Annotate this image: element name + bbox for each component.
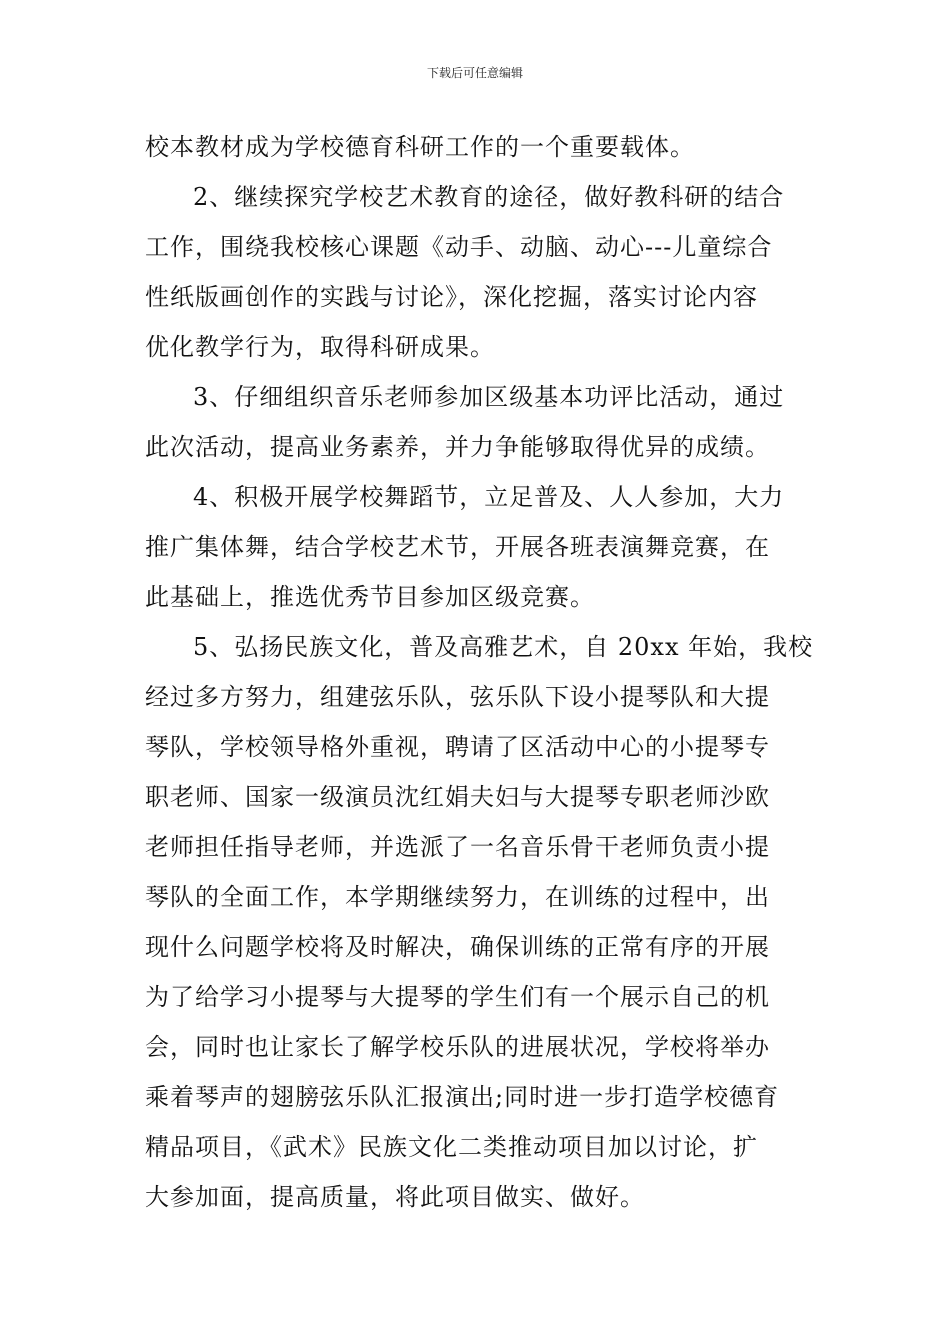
text-line: 大参加面，提高质量，将此项目做实、做好。 <box>145 1183 645 1211</box>
document-body <box>145 122 814 1222</box>
text-line: 此次活动，提高业务素养，并力争能够取得优异的成绩。 <box>145 433 770 461</box>
text-line: 校本教材成为学校德育科研工作的一个重要载体。 <box>145 133 695 161</box>
text-line: 会，同时也让家长了解学校乐队的进展状况，学校将举办 <box>145 1033 770 1061</box>
text-line: 琴队的全面工作，本学期继续努力，在训练的过程中，出 <box>145 883 770 911</box>
text-line: 现什么问题学校将及时解决，确保训练的正常有序的开展 <box>145 933 770 961</box>
page-header: 下载后可任意编辑 <box>426 66 523 80</box>
text-line: 为了给学习小提琴与大提琴的学生们有一个展示自己的机 <box>145 983 770 1011</box>
text-line: 4、积极开展学校舞蹈节，立足普及、人人参加，大力 <box>193 483 785 511</box>
text-line: 精品项目，《武术》民族文化二类推动项目加以讨论，扩 <box>145 1133 758 1161</box>
text-line: 性纸版画创作的实践与讨论》，深化挖掘，落实讨论内容 <box>145 283 758 311</box>
text-line: 2、继续探究学校艺术教育的途径，做好教科研的结合 <box>193 183 785 211</box>
text-line: 此基础上，推选优秀节目参加区级竞赛。 <box>145 583 595 611</box>
text-line: 推广集体舞，结合学校艺术节，开展各班表演舞竞赛，在 <box>145 533 770 561</box>
text-line: 3、仔细组织音乐老师参加区级基本功评比活动，通过 <box>193 383 785 411</box>
text-line: 经过多方努力，组建弦乐队，弦乐队下设小提琴队和大提 <box>145 683 770 711</box>
text-line: 工作，围绕我校核心课题《动手、动脑、动心---儿童综合 <box>145 233 773 261</box>
text-line: 职老师、国家一级演员沈红娟夫妇与大提琴专职老师沙欧 <box>145 783 770 811</box>
text-line: 优化教学行为，取得科研成果。 <box>145 333 495 361</box>
text-line: 琴队，学校领导格外重视，聘请了区活动中心的小提琴专 <box>145 733 770 761</box>
text-line: 5、弘扬民族文化，普及高雅艺术，自 20xx 年始，我校 <box>193 633 814 661</box>
text-line: 乘着琴声的翅膀弦乐队汇报演出;同时进一步打造学校德育 <box>145 1083 780 1111</box>
text-line: 老师担任指导老师，并选派了一名音乐骨干老师负责小提 <box>145 833 770 861</box>
